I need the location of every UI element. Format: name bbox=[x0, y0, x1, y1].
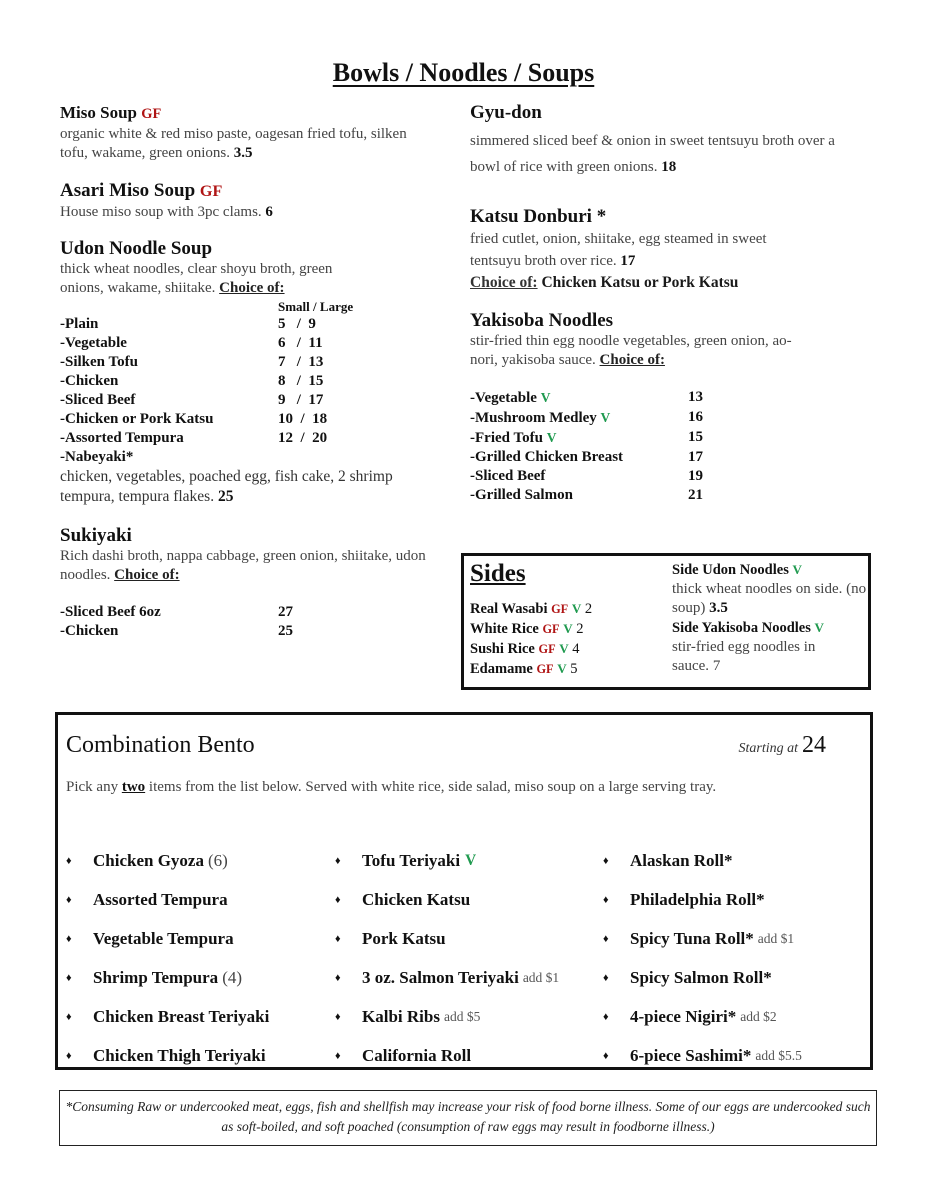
item-desc: stir-fried thin egg noodle vegetables, green onion, ao-nori, yakisoba sauce. bbox=[470, 333, 792, 368]
menu-item-gyu-don bbox=[470, 102, 840, 180]
option-price: 7 / 13 bbox=[278, 354, 324, 370]
bento-item bbox=[335, 880, 559, 919]
item-title: Udon Noodle Soup bbox=[60, 238, 213, 259]
item-desc: fried cutlet, onion, shiitake, egg steamed in sweet tentsuyu broth over rice. bbox=[470, 231, 767, 269]
bento-item-name: California Roll bbox=[362, 1045, 472, 1065]
menu-item-katsu-donburi bbox=[470, 206, 840, 294]
item-price: 18 bbox=[661, 159, 677, 175]
bento-desc-pre: Pick any bbox=[66, 779, 119, 795]
option-name: -Mushroom Medley V bbox=[470, 410, 611, 426]
diamond-bullet-icon: ♦ bbox=[335, 854, 341, 867]
item-desc: House miso soup with 3pc clams. bbox=[60, 204, 262, 220]
side-item bbox=[470, 619, 592, 639]
nabeyaki-name: -Nabeyaki* bbox=[60, 449, 134, 465]
sides-list bbox=[470, 599, 592, 679]
option-name: -Vegetable V bbox=[470, 390, 551, 406]
bento-item bbox=[66, 1036, 269, 1075]
bento-item bbox=[66, 919, 269, 958]
udon-option-row bbox=[60, 334, 430, 353]
yakisoba-option-row bbox=[470, 467, 840, 486]
diamond-bullet-icon: ♦ bbox=[66, 971, 72, 984]
bento-item-name: Chicken Katsu bbox=[362, 889, 471, 909]
v-badge: V bbox=[540, 390, 551, 405]
bento-desc-emph: two bbox=[121, 779, 146, 795]
diamond-bullet-icon: ♦ bbox=[66, 1010, 72, 1023]
bento-item bbox=[603, 841, 802, 880]
choice-label: Choice of: bbox=[599, 352, 665, 368]
item-desc: organic white & red miso paste, oagesan fried tofu, silken tofu, wakame, green onions. bbox=[60, 126, 407, 161]
sukiyaki-option-row bbox=[60, 622, 430, 641]
bento-item bbox=[603, 958, 802, 997]
item-desc: Rich dashi broth, nappa cabbage, green onion, shiitake, udon noodles. bbox=[60, 548, 426, 583]
option-price: 15 bbox=[688, 429, 703, 445]
sides-title: Sides bbox=[470, 560, 526, 587]
yakisoba-option-row bbox=[470, 428, 840, 448]
side-price: 2 bbox=[584, 601, 593, 617]
side-name: Real Wasabi bbox=[470, 601, 548, 617]
bento-box bbox=[55, 712, 873, 1070]
option-price: 25 bbox=[278, 623, 293, 639]
diamond-bullet-icon: ♦ bbox=[335, 1010, 341, 1023]
menu-item-yakisoba-noodles bbox=[470, 310, 840, 505]
bento-item-name: Philadelphia Roll* bbox=[630, 889, 765, 909]
bento-item-name: Chicken Breast Teriyaki bbox=[93, 1006, 270, 1026]
option-name: -Sliced Beef bbox=[470, 468, 546, 484]
option-name: -Chicken bbox=[60, 373, 119, 389]
choice-label: Choice of: bbox=[219, 280, 285, 296]
nabeyaki-desc: chicken, vegetables, poached egg, fish cake, 2 shrimp tempura, tempura flakes. bbox=[60, 468, 393, 505]
udon-option-row bbox=[60, 429, 430, 448]
disclaimer: *Consuming Raw or undercooked meat, eggs, fish and shellfish may increase your risk of food borne illness. Some of our eggs are undercooked such as soft-boiled, and soft poached (consumption of raw eggs may result in foodborne illness.) bbox=[59, 1090, 877, 1146]
nabeyaki-price: 25 bbox=[217, 488, 234, 505]
diamond-bullet-icon: ♦ bbox=[603, 1010, 609, 1023]
bento-description bbox=[66, 779, 716, 796]
udon-option-row bbox=[60, 315, 430, 334]
bento-item bbox=[335, 997, 559, 1036]
bento-item bbox=[66, 841, 269, 880]
bento-item-name: Pork Katsu bbox=[362, 928, 446, 948]
option-price: 16 bbox=[688, 409, 703, 425]
option-price: 10 / 18 bbox=[278, 411, 328, 427]
bento-item-name: Spicy Tuna Roll* bbox=[630, 928, 754, 948]
diamond-bullet-icon: ♦ bbox=[335, 893, 341, 906]
gf-badge: GF bbox=[551, 602, 569, 616]
option-name: -Grilled Chicken Breast bbox=[470, 449, 624, 465]
side-item bbox=[470, 659, 592, 679]
choice-label: Choice of: bbox=[470, 274, 538, 291]
choice-label: Choice of: bbox=[114, 567, 180, 583]
udon-option-row bbox=[60, 410, 430, 429]
left-column bbox=[60, 102, 430, 641]
option-name: -Assorted Tempura bbox=[60, 430, 184, 446]
v-badge: V bbox=[792, 562, 802, 577]
bento-item-name: Chicken Thigh Teriyaki bbox=[93, 1045, 266, 1065]
v-badge: V bbox=[546, 430, 557, 445]
option-price: 12 / 20 bbox=[278, 430, 328, 446]
item-title: Yakisoba Noodles bbox=[470, 310, 614, 331]
diamond-bullet-icon: ♦ bbox=[66, 1049, 72, 1062]
option-price: 13 bbox=[688, 389, 703, 405]
yakisoba-option-row bbox=[470, 486, 840, 505]
side-yakisoba-price: 7 bbox=[712, 658, 721, 674]
bento-item-addon: add $5 bbox=[443, 1008, 481, 1024]
menu-item-asari-miso-soup bbox=[60, 180, 430, 222]
side-yakisoba-desc: stir-fried egg noodles in sauce. bbox=[672, 639, 816, 674]
right-column bbox=[470, 102, 840, 505]
yakisoba-option-row bbox=[470, 408, 840, 428]
side-udon-title: Side Udon Noodles bbox=[672, 562, 789, 578]
bento-item bbox=[335, 919, 559, 958]
item-desc: thick wheat noodles, clear shoyu broth, green onions, wakame, shiitake. bbox=[60, 261, 333, 296]
bento-item bbox=[66, 880, 269, 919]
diamond-bullet-icon: ♦ bbox=[66, 854, 72, 867]
side-udon-price: 3.5 bbox=[709, 600, 728, 616]
side-name: White Rice bbox=[470, 621, 539, 637]
item-price: 17 bbox=[620, 253, 636, 269]
bento-item bbox=[335, 841, 559, 880]
diamond-bullet-icon: ♦ bbox=[66, 932, 72, 945]
sides-noodles bbox=[672, 560, 867, 676]
item-desc: simmered sliced beef & onion in sweet tentsuyu broth over a bowl of rice with green onions. bbox=[470, 133, 835, 175]
udon-option-row bbox=[60, 391, 430, 410]
item-title: Gyu-don bbox=[470, 102, 542, 123]
page-title: Bowls / Noodles / Soups bbox=[332, 58, 595, 87]
side-item bbox=[470, 599, 592, 619]
bento-item-addon: add $2 bbox=[740, 1008, 777, 1024]
option-price: 8 / 15 bbox=[278, 373, 324, 389]
yakisoba-option-row bbox=[470, 448, 840, 467]
side-price: 4 bbox=[572, 641, 580, 657]
option-price: 21 bbox=[688, 487, 703, 503]
side-price: 5 bbox=[570, 661, 578, 677]
option-name: -Vegetable bbox=[60, 335, 127, 351]
option-name: -Sliced Beef 6oz bbox=[60, 604, 161, 620]
udon-options-list bbox=[60, 315, 430, 448]
item-title: Sukiyaki bbox=[60, 525, 132, 546]
bento-item-name: Tofu Teriyaki bbox=[362, 850, 461, 870]
side-udon-desc: thick wheat noodles on side. (no soup) bbox=[672, 581, 867, 616]
diamond-bullet-icon: ♦ bbox=[603, 893, 609, 906]
bento-column-1 bbox=[66, 841, 269, 1075]
gf-badge: GF bbox=[199, 183, 223, 200]
option-price: 5 / 9 bbox=[278, 316, 316, 332]
diamond-bullet-icon: ♦ bbox=[335, 932, 341, 945]
bento-column-3 bbox=[603, 841, 802, 1075]
bento-item bbox=[603, 880, 802, 919]
option-name: -Fried Tofu V bbox=[470, 430, 557, 446]
option-name: -Grilled Salmon bbox=[470, 487, 573, 503]
side-yakisoba-title: Side Yakisoba Noodles bbox=[672, 620, 811, 636]
bento-item bbox=[603, 1036, 802, 1075]
bento-item-addon: add $1 bbox=[522, 969, 560, 985]
menu-item-udon-noodle-soup bbox=[60, 238, 430, 507]
menu-item-miso-soup bbox=[60, 102, 430, 163]
sukiyaki-option-row bbox=[60, 603, 430, 622]
diamond-bullet-icon: ♦ bbox=[603, 1049, 609, 1062]
bento-item-name: 4-piece Nigiri* bbox=[630, 1006, 737, 1026]
sukiyaki-options-list bbox=[60, 603, 430, 641]
diamond-bullet-icon: ♦ bbox=[335, 1049, 341, 1062]
bento-item-name: 6-piece Sashimi* bbox=[630, 1045, 752, 1065]
bento-desc-post: items from the list below. Served with white rice, side salad, miso soup on a large serving tray. bbox=[148, 779, 717, 795]
v-badge: V bbox=[563, 621, 573, 636]
yakisoba-option-row bbox=[470, 388, 840, 408]
bento-starting-price bbox=[738, 732, 826, 759]
bento-item-name: Vegetable Tempura bbox=[93, 928, 234, 948]
bento-column-2 bbox=[335, 841, 559, 1075]
v-badge: V bbox=[571, 601, 582, 616]
v-badge: V bbox=[814, 620, 824, 635]
yakisoba-options-list bbox=[470, 388, 840, 505]
item-title: Katsu Donburi * bbox=[470, 206, 607, 227]
side-item bbox=[470, 639, 592, 659]
bento-item-name: Chicken Gyoza bbox=[93, 850, 204, 870]
v-badge: V bbox=[557, 661, 567, 676]
diamond-bullet-icon: ♦ bbox=[335, 971, 341, 984]
sizes-header: Small / Large bbox=[278, 299, 354, 314]
bento-item bbox=[335, 958, 559, 997]
diamond-bullet-icon: ♦ bbox=[603, 854, 609, 867]
choice-value: Chicken Katsu or Pork Katsu bbox=[541, 274, 739, 291]
v-badge: V bbox=[559, 641, 569, 656]
option-price: 19 bbox=[688, 468, 703, 484]
udon-option-row bbox=[60, 372, 430, 391]
diamond-bullet-icon: ♦ bbox=[603, 971, 609, 984]
option-name: -Sliced Beef bbox=[60, 392, 136, 408]
gf-badge: GF bbox=[536, 662, 554, 676]
item-price: 6 bbox=[265, 204, 273, 220]
bento-item bbox=[66, 997, 269, 1036]
option-price: 6 / 11 bbox=[278, 335, 323, 351]
item-title: Miso Soup bbox=[60, 103, 137, 122]
v-badge: V bbox=[600, 410, 611, 425]
bento-item-name: Assorted Tempura bbox=[93, 889, 228, 909]
starting-price: 24 bbox=[802, 732, 826, 758]
diamond-bullet-icon: ♦ bbox=[603, 932, 609, 945]
item-price: 3.5 bbox=[233, 145, 253, 161]
bento-item-name: Shrimp Tempura bbox=[93, 967, 219, 987]
sides-box bbox=[461, 553, 871, 690]
option-name: -Chicken bbox=[60, 623, 119, 639]
bento-item-addon: add $5.5 bbox=[755, 1047, 802, 1063]
side-name: Edamame bbox=[470, 661, 533, 677]
option-name: -Plain bbox=[60, 316, 99, 332]
bento-item-name: 3 oz. Salmon Teriyaki bbox=[362, 967, 519, 987]
option-name: -Chicken or Pork Katsu bbox=[60, 411, 214, 427]
side-price: 2 bbox=[576, 621, 584, 637]
option-price: 17 bbox=[688, 449, 703, 465]
gf-badge: GF bbox=[538, 642, 556, 656]
v-badge: V bbox=[465, 851, 477, 869]
starting-label: Starting at bbox=[738, 741, 798, 756]
side-name: Sushi Rice bbox=[470, 641, 535, 657]
option-name: -Silken Tofu bbox=[60, 354, 138, 370]
gf-badge: GF bbox=[542, 622, 560, 636]
item-title: Asari Miso Soup bbox=[60, 180, 196, 201]
gf-badge: GF bbox=[141, 106, 162, 122]
bento-item bbox=[66, 958, 269, 997]
udon-option-row bbox=[60, 353, 430, 372]
option-price: 9 / 17 bbox=[278, 392, 324, 408]
bento-item-name: Alaskan Roll* bbox=[630, 850, 733, 870]
menu-item-sukiyaki bbox=[60, 525, 430, 641]
diamond-bullet-icon: ♦ bbox=[66, 893, 72, 906]
option-price: 27 bbox=[278, 604, 293, 620]
bento-title: Combination Bento bbox=[66, 732, 255, 758]
bento-item-addon: add $1 bbox=[757, 930, 795, 946]
bento-item-name: Spicy Salmon Roll* bbox=[630, 967, 772, 987]
bento-item-name: Kalbi Ribs bbox=[362, 1006, 440, 1026]
bento-item-count: (6) bbox=[207, 850, 228, 870]
bento-item bbox=[335, 1036, 559, 1075]
bento-item-count: (4) bbox=[222, 967, 243, 987]
bento-item bbox=[603, 997, 802, 1036]
bento-item bbox=[603, 919, 802, 958]
